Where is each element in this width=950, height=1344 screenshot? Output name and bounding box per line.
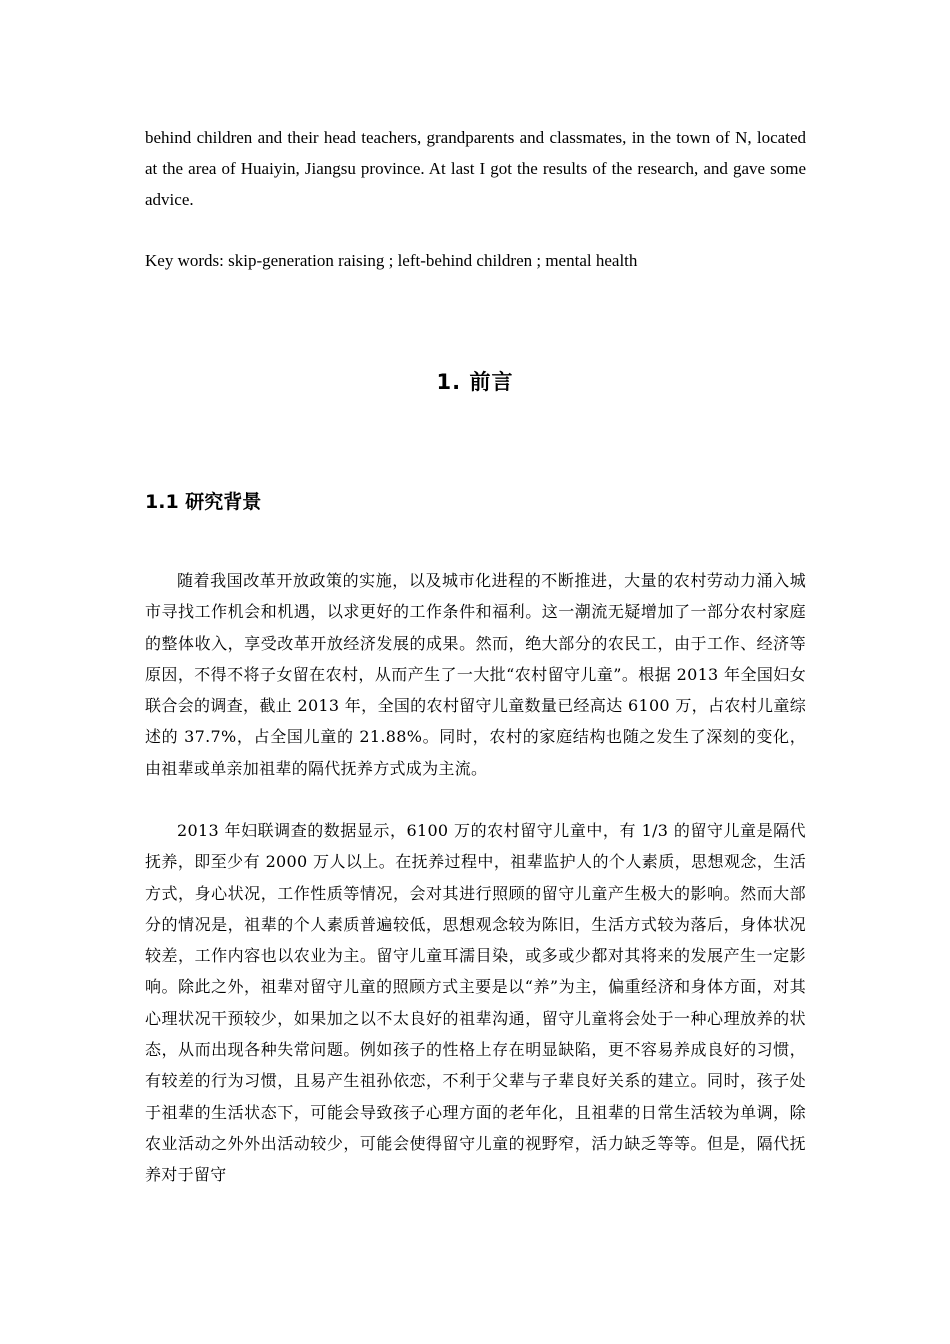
body-paragraph: 随着我国改革开放政策的实施，以及城市化进程的不断推进，大量的农村劳动力涌入城市寻找工作机会和机遇，以求更好的工作条件和福利。这一潮流无疑增加了一部分农村家庭的整体收入，享受改革开放经济发展的成果。然而，绝大部分的农民工，由于工作、经济等原因，不得不将子女留在农村，从而产生了一大批“农村留守儿童”。根据 2013 年全国妇女联合会的调查，截止 2013 年，全国的农村留守儿童数量已经高达 6100 万，占农村儿童综述的 37.7%，占全国儿童的 21.88%。同时，农村的家庭结构也随之发生了深刻的变化，由祖辈或单亲加祖辈的隔代抚养方式成为主流。 [145,571,806,778]
keywords-line: Key words: skip-generation raising ; left-behind children ; mental health [145,251,638,270]
section-title: 1.1 研究背景 [145,491,262,513]
body-paragraph: 2013 年妇联调查的数据显示，6100 万的农村留守儿童中，有 1/3 的留守儿童是隔代抚养，即至少有 2000 万人以上。在抚养过程中，祖辈监护人的个人素质，思想观念，生活方式，身心状况，工作性质等情况，会对其进行照顾的留守儿童产生极大的影响。然而大部分的情况是，祖辈的个人素质普遍较低，思想观念较为陈旧，生活方式较为落后，身体状况较差，工作内容也以农业为主。留守儿童耳濡目染，或多或少都对其将来的发展产生一定影响。除此之外，祖辈对留守儿童的照顾方式主要是以“养”为主，偏重经济和身体方面，对其心理状况干预较少，如果加之以不太良好的祖辈沟通，留守儿童将会处于一种心理放养的状态，从而出现各种失常问题。例如孩子的性格上存在明显缺陷，更不容易养成良好的习惯，有较差的行为习惯，且易产生祖孙依恋，不利于父辈与子辈良好关系的建立。同时，孩子处于祖辈的生活状态下，可能会导致孩子心理方面的老年化，且祖辈的日常生活较为单调，除农业活动之外外出活动较少，可能会使得留守儿童的视野窄，活力缺乏等等。但是，隔代抚养对于留守 [145,821,806,1185]
abstract-continuation: behind children and their head teachers, grandparents and classmates, in the town of N, located at the area of Huaiyin, Jiangsu province. At last I got the results of the research, and gave some advice. [145,128,806,209]
chapter-title: 1. 前言 [436,370,514,394]
